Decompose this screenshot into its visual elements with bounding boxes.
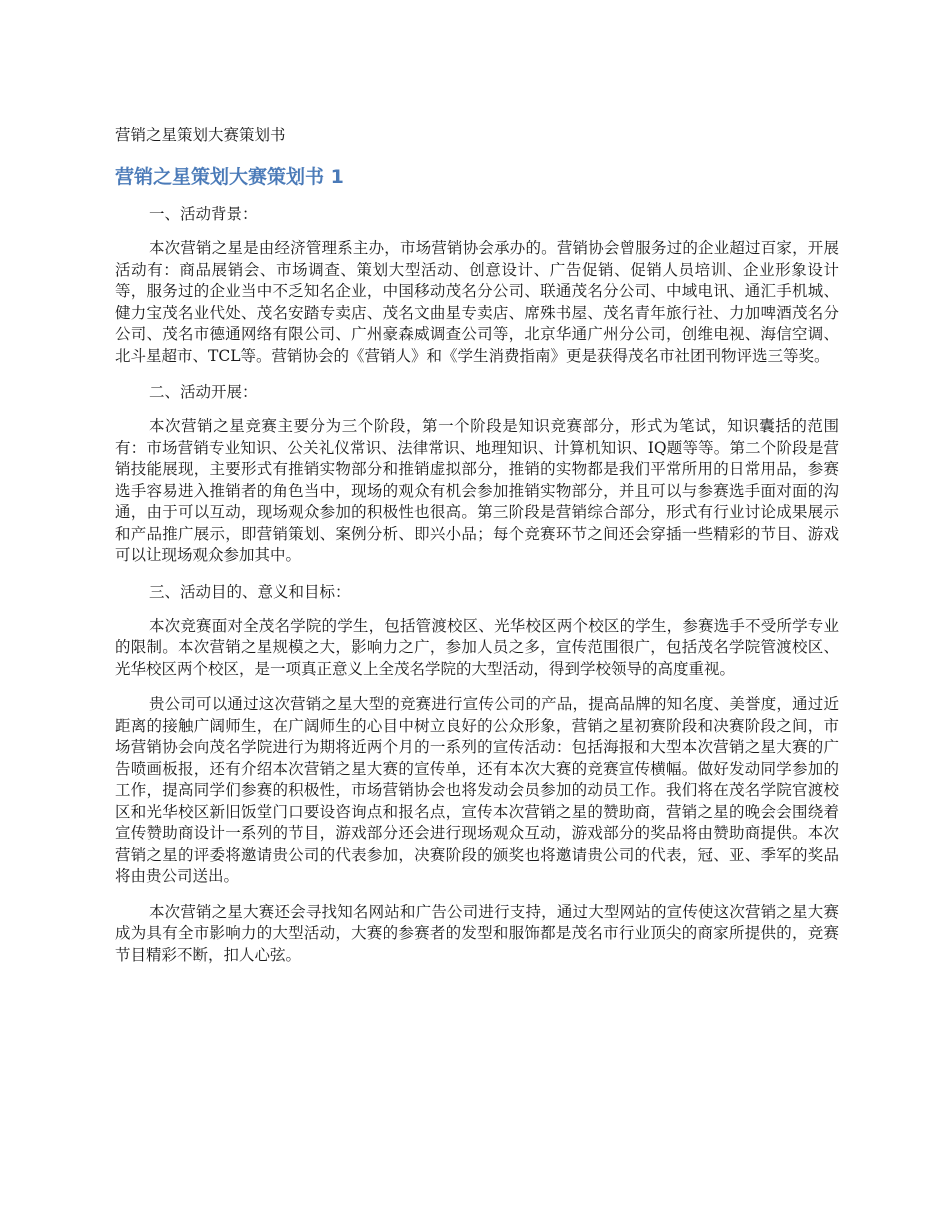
paragraph-goals-2: 贵公司可以通过这次营销之星大型的竞赛进行宣传公司的产品，提高品牌的知名度、美誉度，通过近距离的接触广阔师生，在广阔师生的心目中树立良好的公众形象，营销之星初赛阶段和决赛阶段之间，市场营销协会向茂名学院进行为期将近两个月的一系列的宣传活动：包括海报和大型本次营销之星大赛的广告喷画板报，还有介绍本次营销之星大赛的宣传单，还有本次大赛的竞赛宣传横幅。做好发动同学参加的工作，提高同学们参赛的积极性，市场营销协会也将发动会员参加的动员工作。我们将在茂名学院官渡校区和光华校区新旧饭堂门口要设咨询点和报名点，宣传本次营销之星的赞助商，营销之星的晚会会围绕着宣传赞助商设计一系列的节目，游戏部分还会进行现场观众互动，游戏部分的奖品将由赞助商提供。本次营销之星的评委将邀请贵公司的代表参加，决赛阶段的颁奖也将邀请贵公司的代表，冠、亚、季军的奖品将由贵公司送出。 xyxy=(115,695,839,885)
paragraph-goals-3: 本次营销之星大赛还会寻找知名网站和广告公司进行支持，通过大型网站的宣传使这次营销之星大赛成为具有全市影响力的大型活动，大赛的参赛者的发型和服饰都是茂名市行业顶尖的商家所提供的，竞赛节目精彩不断，扣人心弦。 xyxy=(115,902,839,964)
paragraph-activities: 本次营销之星竞赛主要分为三个阶段，第一个阶段是知识竞赛部分，形式为笔试，知识囊括的范围有：市场营销专业知识、公关礼仪常识、法律常识、地理知识、计算机知识、IQ题等等。第二个阶段是营销技能展现，主要形式有推销实物部分和推销虚拟部分，推销的实物都是我们平常所用的日常用品，参赛选手容易进入推销者的角色当中，现场的观众有机会参加推销实物部分，并且可以与参赛选手面对面的沟通，由于可以互动，现场观众参加的积极性也很高。第三阶段是营销综合部分，形式有行业讨论成果展示和产品推广展示，即营销策划、案例分析、即兴小品；每个竞赛环节之间还会穿插一些精彩的节目、游戏可以让现场观众参加其中。 xyxy=(115,417,839,564)
document-page xyxy=(115,124,839,980)
paragraph-goals-1: 本次竞赛面对全茂名学院的学生，包括管渡校区、光华校区两个校区的学生，参赛选手不受所学专业的限制。本次营销之星规模之大，影响力之广，参加人员之多，宣传范围很广，包括茂名学院管渡校区、光华校区两个校区，是一项真正意义上全茂名学院的大型活动，得到学校领导的高度重视。 xyxy=(115,616,839,678)
section-title-goals: 三、活动目的、意义和目标： xyxy=(149,582,351,601)
document-title: 营销之星策划大赛策划书 xyxy=(115,126,286,144)
section-title-activities: 二、活动开展： xyxy=(149,383,258,401)
section-title-background: 一、活动背景： xyxy=(149,205,258,223)
main-heading: 营销之星策划大赛策划书 1 xyxy=(115,166,344,188)
paragraph-background: 本次营销之星是由经济管理系主办，市场营销协会承办的。营销协会曾服务过的企业超过百家，开展活动有：商品展销会、市场调查、策划大型活动、创意设计、广告促销、促销人员培训、企业形象设计等，服务过的企业当中不乏知名企业，中国移动茂名分公司、联通茂名分公司、中域电讯、通汇手机城、健力宝茂名业代处、茂名安踏专卖店、茂名文曲星专卖店、席殊书屋、茂名青年旅行社、力加啤酒茂名分公司、茂名市德通网络有限公司、广州豪森威调查公司等，北京华通广州分公司，创维电视、海信空调、北斗星超市、TCL等。营销协会的《营销人》和《学生消费指南》更是获得茂名市社团刊物评选三等奖。 xyxy=(115,239,839,365)
